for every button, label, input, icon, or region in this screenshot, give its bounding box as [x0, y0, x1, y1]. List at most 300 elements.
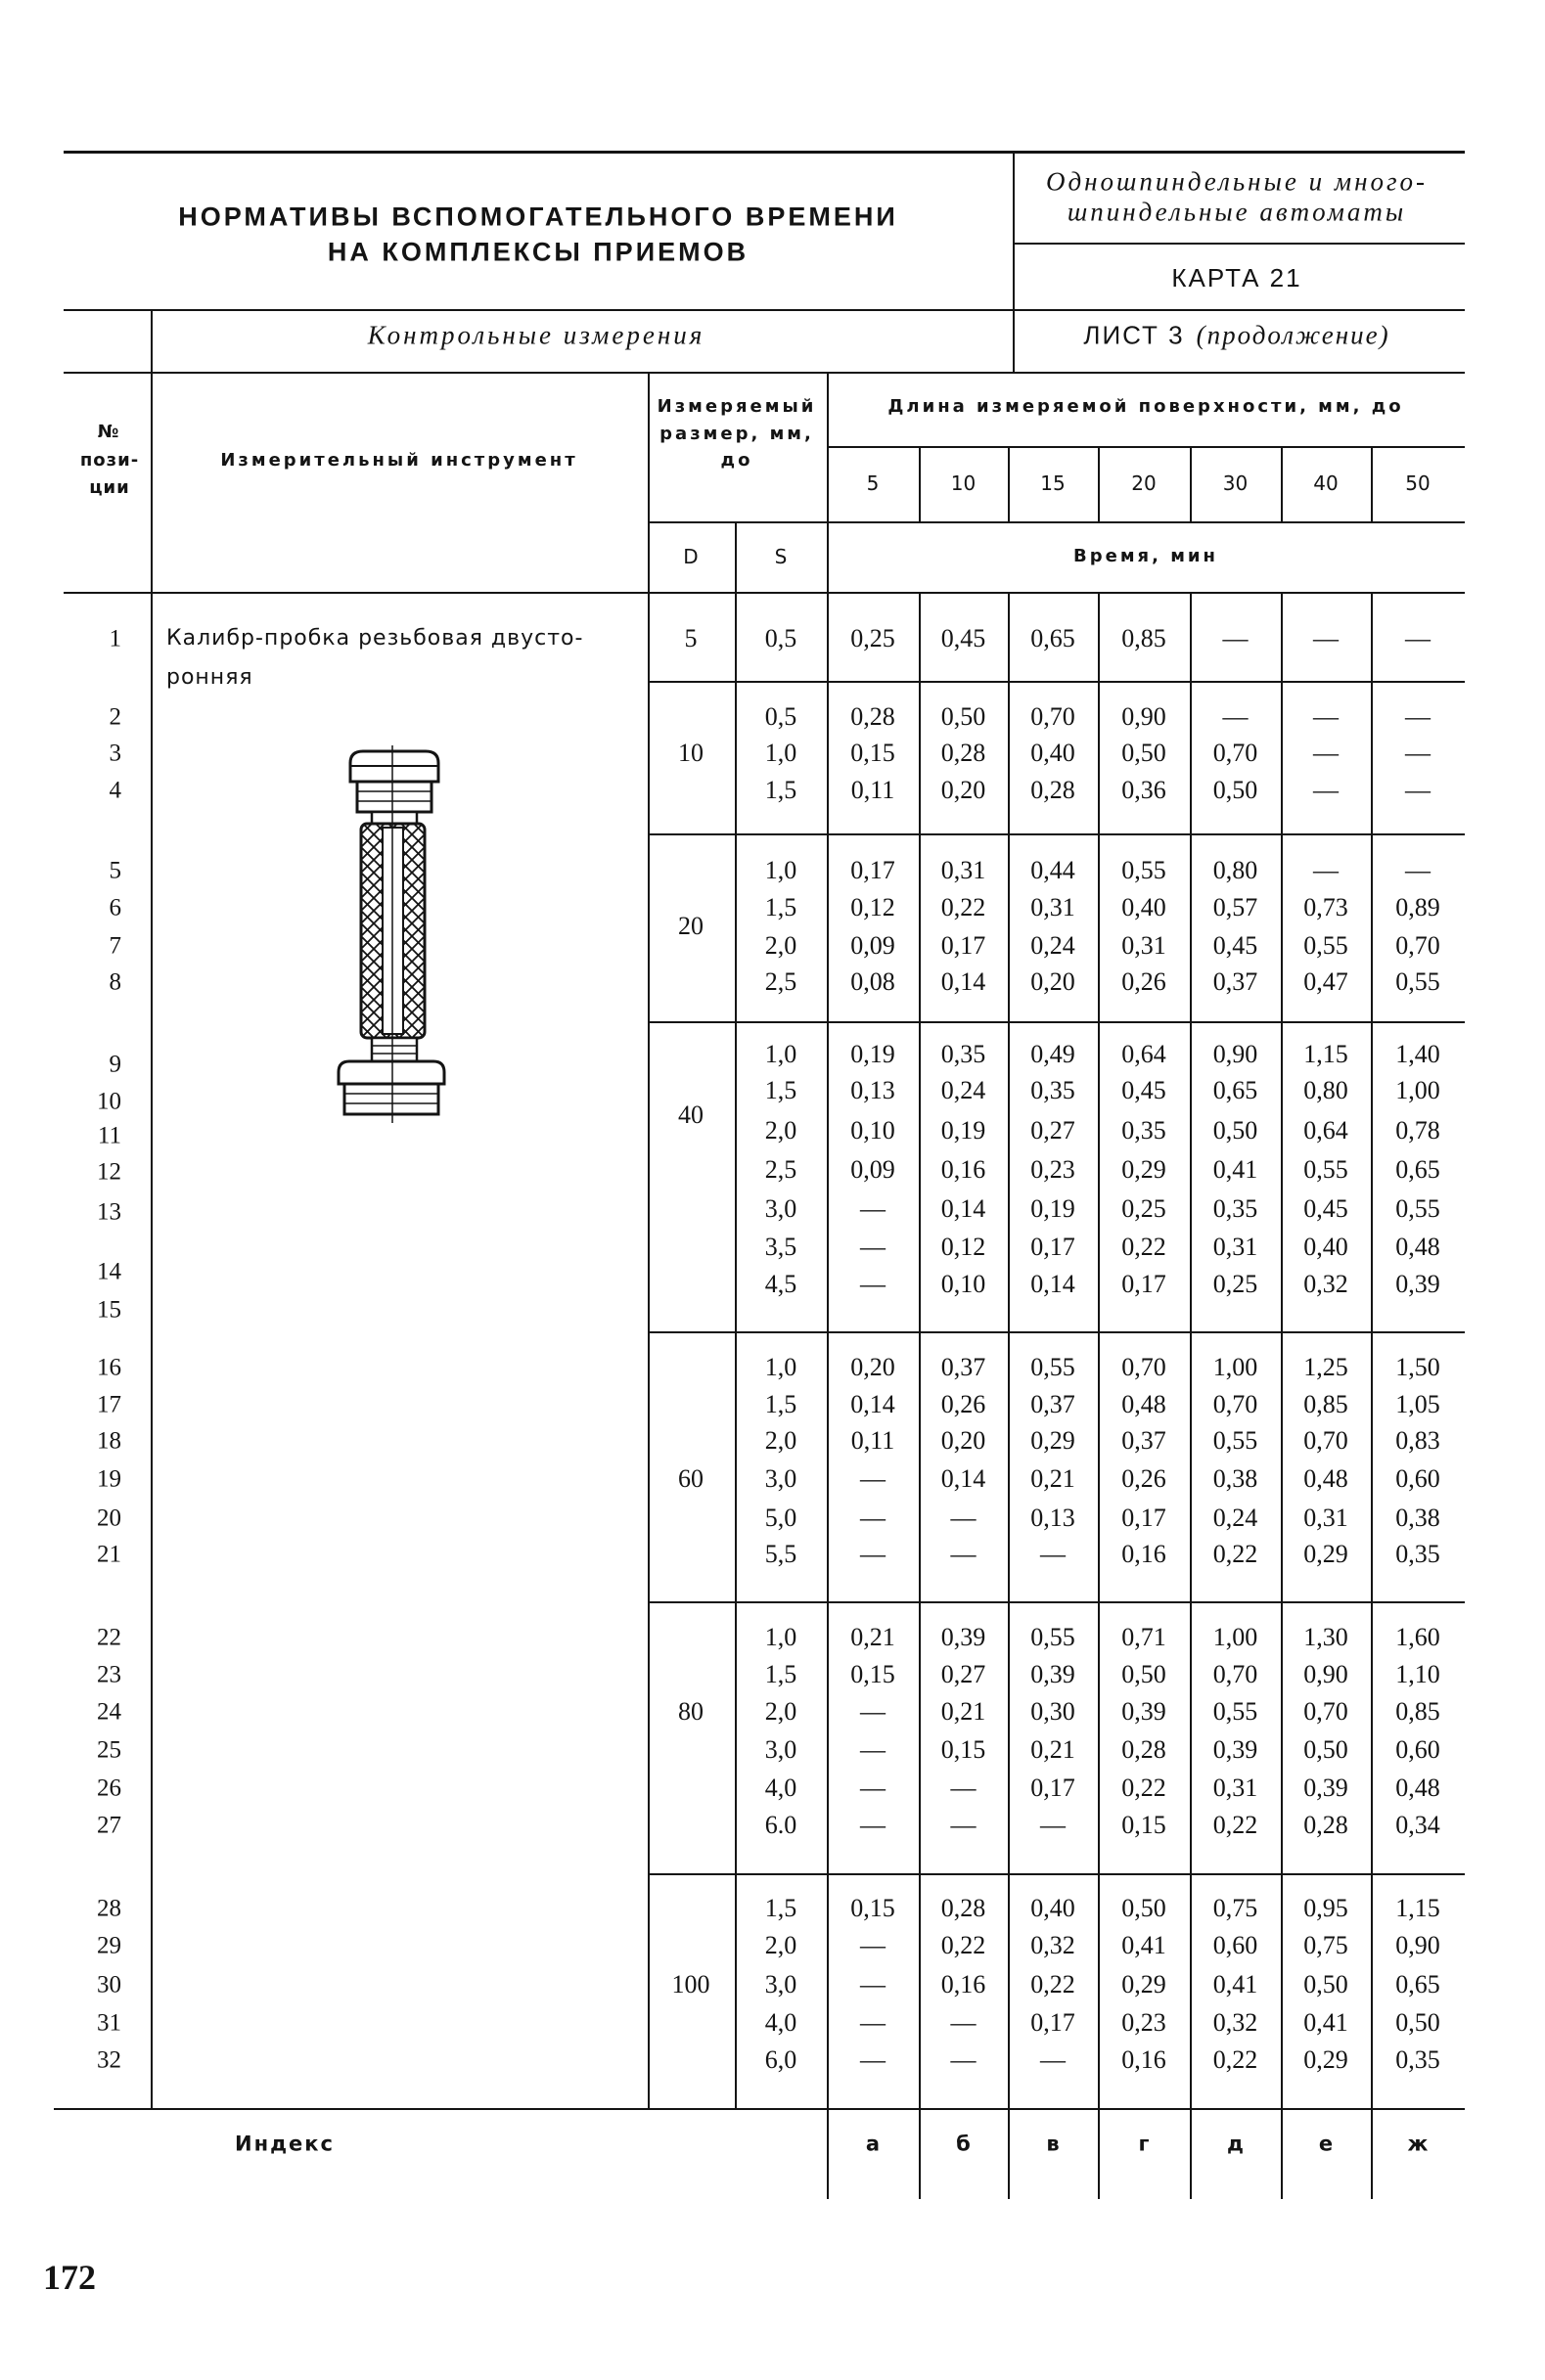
time-value: 0,75 [1303, 1931, 1348, 1959]
time-value: 0,22 [1121, 1774, 1166, 1802]
time-value: — [950, 1811, 977, 1839]
time-value: 0,50 [1395, 2008, 1440, 2037]
rule-vertical [919, 446, 921, 521]
time-value: 0,15 [1121, 1811, 1166, 1839]
time-value: 1,00 [1395, 1076, 1440, 1104]
pitch-value: 1,0 [764, 1353, 797, 1381]
time-value: — [950, 2045, 977, 2074]
time-value: 0,31 [1030, 893, 1075, 921]
time-value: 0,41 [1121, 1931, 1166, 1959]
rule-horizontal [64, 592, 1465, 594]
time-value: 0,38 [1395, 1504, 1440, 1532]
column-header-length: 50 [1405, 472, 1431, 495]
position-number: 26 [97, 1774, 121, 1802]
time-value: 0,35 [1121, 1116, 1166, 1145]
time-value: — [1313, 739, 1339, 767]
time-value: 0,20 [940, 776, 986, 804]
time-value: 0,32 [1303, 1270, 1348, 1298]
time-value: 0,45 [1303, 1194, 1348, 1223]
time-value: 0,17 [1030, 1774, 1075, 1802]
time-value: 0,24 [1030, 931, 1075, 960]
time-value: 0,14 [940, 1464, 986, 1493]
time-value: — [1313, 702, 1339, 731]
time-value: — [860, 1811, 886, 1839]
time-value: 0,31 [1303, 1504, 1348, 1532]
time-value: 0,28 [1303, 1811, 1348, 1839]
pitch-value: 0,5 [764, 702, 797, 731]
position-number: 7 [109, 932, 121, 960]
sheet-label [1083, 320, 1390, 350]
time-value: 1,00 [1212, 1353, 1258, 1381]
rule-horizontal [648, 1021, 1465, 1023]
time-value: 0,19 [1030, 1194, 1075, 1223]
rule-horizontal [648, 1873, 1465, 1875]
time-value: 0,37 [1121, 1426, 1166, 1455]
time-value: 0,65 [1212, 1076, 1258, 1104]
time-value: 0,28 [850, 702, 895, 731]
time-value: 0,50 [1121, 1894, 1166, 1922]
time-value: 0,32 [1030, 1931, 1075, 1959]
time-value: 0,39 [1121, 1697, 1166, 1726]
position-number: 30 [97, 1971, 121, 1998]
time-value: 0,71 [1121, 1623, 1166, 1651]
rule-vertical [1008, 592, 1010, 2199]
time-value: 0,29 [1030, 1426, 1075, 1455]
time-value: 0,17 [1030, 1233, 1075, 1261]
time-value: 0,14 [940, 1194, 986, 1223]
time-value: — [860, 1540, 886, 1568]
time-value: 0,50 [1212, 776, 1258, 804]
time-value: 0,30 [1030, 1697, 1075, 1726]
pitch-value: 1,5 [764, 1076, 797, 1104]
time-value: 0,17 [1030, 2008, 1075, 2037]
time-value: — [860, 1931, 886, 1959]
section-title: Контрольные измерения [367, 320, 705, 350]
position-number: 1 [109, 625, 121, 652]
time-value: 0,90 [1395, 1931, 1440, 1959]
column-header-position-line-3: ции [89, 477, 130, 498]
time-value: — [1405, 739, 1431, 767]
rule-vertical [919, 592, 921, 2199]
pitch-value: 3,0 [764, 1194, 797, 1223]
position-number: 18 [97, 1427, 121, 1455]
time-value: 0,45 [940, 624, 986, 652]
time-value: — [950, 2008, 977, 2037]
time-value: 0,21 [1030, 1464, 1075, 1493]
card-number: КАРТА 21 [1171, 263, 1302, 292]
time-value: 0,60 [1212, 1931, 1258, 1959]
position-number: 24 [97, 1698, 121, 1726]
position-number: 27 [97, 1812, 121, 1839]
time-value: 0,23 [1030, 1155, 1075, 1184]
index-letter: е [1318, 2132, 1334, 2156]
pitch-value: 1,0 [764, 739, 797, 767]
time-value: — [1405, 624, 1431, 652]
pitch-value: 5,5 [764, 1540, 797, 1568]
diameter-value: 10 [678, 739, 704, 767]
column-header-length: 15 [1040, 472, 1066, 495]
rule-horizontal [648, 1331, 1465, 1333]
time-value: 0,70 [1395, 931, 1440, 960]
time-value: 0,22 [940, 1931, 986, 1959]
rule-horizontal [648, 681, 1465, 683]
column-header-instrument: Измерительный инструмент [220, 450, 578, 471]
rule-vertical [1190, 592, 1192, 2199]
position-number: 12 [97, 1158, 121, 1186]
pitch-value: 4,0 [764, 2008, 797, 2037]
time-value: 0,16 [1121, 1540, 1166, 1568]
pitch-value: 1,5 [764, 776, 797, 804]
time-value: 0,41 [1212, 1970, 1258, 1998]
index-letter: ж [1407, 2132, 1429, 2156]
time-value: — [1040, 1811, 1066, 1839]
column-header-length: 20 [1131, 472, 1157, 495]
time-value: — [1405, 776, 1431, 804]
time-value: 0,16 [1121, 2045, 1166, 2074]
time-value: 0,55 [1030, 1353, 1075, 1381]
time-value: 0,39 [1395, 1270, 1440, 1298]
position-number: 22 [97, 1624, 121, 1651]
column-header-length: 10 [950, 472, 977, 495]
time-value: 0,25 [850, 624, 895, 652]
time-value: 0,17 [1121, 1270, 1166, 1298]
rule-vertical [1013, 151, 1015, 372]
column-header-position-symbol: № [97, 422, 122, 442]
time-value: 0,36 [1121, 776, 1166, 804]
diameter-value: 100 [671, 1970, 710, 1998]
time-value: — [1222, 624, 1249, 652]
machine-type-line-1: Одношпиндельные и много- [1045, 166, 1429, 197]
time-value: 0,50 [1121, 1660, 1166, 1688]
position-number: 21 [97, 1541, 121, 1568]
time-value: 0,35 [940, 1040, 986, 1068]
position-number: 5 [109, 857, 121, 884]
time-value: 0,60 [1395, 1735, 1440, 1764]
column-header-length: 40 [1313, 472, 1339, 495]
pitch-value: 5,0 [764, 1504, 797, 1532]
time-value: 1,40 [1395, 1040, 1440, 1068]
time-value: 0,48 [1395, 1233, 1440, 1261]
time-value: 0,19 [850, 1040, 895, 1068]
time-value: 0,83 [1395, 1426, 1440, 1455]
time-value: 0,48 [1121, 1390, 1166, 1418]
rule-horizontal [1013, 243, 1465, 245]
time-value: 0,50 [1212, 1116, 1258, 1145]
pitch-value: 2,0 [764, 1116, 797, 1145]
time-value: 0,45 [1121, 1076, 1166, 1104]
time-value: 1,05 [1395, 1390, 1440, 1418]
time-value: 1,00 [1212, 1623, 1258, 1651]
rule-vertical [1098, 592, 1100, 2199]
time-value: 0,90 [1303, 1660, 1348, 1688]
time-value: 0,70 [1303, 1697, 1348, 1726]
time-value: 0,95 [1303, 1894, 1348, 1922]
time-value: 0,35 [1395, 2045, 1440, 2074]
time-value: 0,85 [1303, 1390, 1348, 1418]
diameter-value: 40 [678, 1100, 704, 1129]
time-value: — [1313, 856, 1339, 884]
pitch-value: 2,0 [764, 931, 797, 960]
time-value: 0,27 [940, 1660, 986, 1688]
time-value: 1,60 [1395, 1623, 1440, 1651]
time-value: 0,55 [1303, 931, 1348, 960]
time-value: 0,09 [850, 1155, 895, 1184]
time-value: — [860, 1504, 886, 1532]
pitch-value: 4,5 [764, 1270, 797, 1298]
time-value: 0,57 [1212, 893, 1258, 921]
time-value: 0,65 [1395, 1155, 1440, 1184]
time-value: 0,75 [1212, 1894, 1258, 1922]
column-header-s: S [774, 545, 788, 568]
position-number: 10 [97, 1088, 121, 1115]
time-value: 0,80 [1212, 856, 1258, 884]
pitch-value: 6.0 [764, 1811, 797, 1839]
position-number: 32 [97, 2046, 121, 2074]
time-value: 0,70 [1121, 1353, 1166, 1381]
time-value: 0,47 [1303, 967, 1348, 996]
time-value: 0,40 [1121, 893, 1166, 921]
time-value: 0,80 [1303, 1076, 1348, 1104]
time-value: 0,15 [850, 1660, 895, 1688]
position-number: 16 [97, 1354, 121, 1381]
pitch-value: 0,5 [764, 624, 797, 652]
pitch-value: 3,0 [764, 1735, 797, 1764]
time-value: 0,55 [1212, 1697, 1258, 1726]
time-value: 0,40 [1030, 739, 1075, 767]
rule-horizontal [64, 372, 1465, 374]
time-value: 0,70 [1212, 1660, 1258, 1688]
time-value: 0,15 [850, 1894, 895, 1922]
rule-vertical [648, 372, 650, 2108]
time-value: 0,64 [1121, 1040, 1166, 1068]
time-value: 0,22 [1212, 1540, 1258, 1568]
time-value: 0,15 [850, 739, 895, 767]
title-line-2: НА КОМПЛЕКСЫ ПРИЕМОВ [327, 237, 750, 267]
position-number: 25 [97, 1736, 121, 1764]
time-value: 0,22 [1212, 1811, 1258, 1839]
time-value: 0,28 [1030, 776, 1075, 804]
pitch-value: 2,0 [764, 1931, 797, 1959]
time-value: 1,15 [1303, 1040, 1348, 1068]
time-value: 1,10 [1395, 1660, 1440, 1688]
time-value: 0,14 [850, 1390, 895, 1418]
pitch-value: 2,5 [764, 967, 797, 996]
position-number: 13 [97, 1198, 121, 1226]
time-value: — [860, 2008, 886, 2037]
position-number: 6 [109, 894, 121, 921]
column-header-surface-length: Длина измеряемой поверхности, мм, до [887, 396, 1404, 417]
time-value: 0,25 [1121, 1194, 1166, 1223]
time-value: 0,08 [850, 967, 895, 996]
time-value: — [860, 1233, 886, 1261]
index-letter: г [1138, 2132, 1150, 2156]
time-value: 0,85 [1395, 1697, 1440, 1726]
time-value: 0,22 [940, 893, 986, 921]
time-value: 0,55 [1303, 1155, 1348, 1184]
time-value: 0,89 [1395, 893, 1440, 921]
rule-vertical [1371, 446, 1373, 521]
rule-horizontal [827, 446, 1465, 448]
time-value: 0,17 [940, 931, 986, 960]
pitch-value: 1,0 [764, 1623, 797, 1651]
position-number: 20 [97, 1504, 121, 1532]
position-number: 9 [109, 1051, 121, 1078]
time-value: — [860, 1194, 886, 1223]
time-value: 0,31 [1212, 1233, 1258, 1261]
pitch-value: 2,0 [764, 1426, 797, 1455]
sheet-number: ЛИСТ 3 [1083, 320, 1185, 350]
column-header-size-line-1: Измеряемый [657, 396, 817, 417]
time-value: 0,29 [1303, 1540, 1348, 1568]
position-number: 4 [109, 777, 121, 804]
time-value: 0,37 [1030, 1390, 1075, 1418]
diameter-value: 5 [684, 624, 698, 652]
time-value: 0,31 [1212, 1774, 1258, 1802]
time-value: 0,24 [1212, 1504, 1258, 1532]
time-value: 0,39 [1212, 1735, 1258, 1764]
position-number: 23 [97, 1661, 121, 1688]
column-header-length: 30 [1222, 472, 1249, 495]
index-letter: б [956, 2132, 971, 2156]
time-value: 0,48 [1395, 1774, 1440, 1802]
rule-horizontal [54, 2108, 1465, 2110]
time-value: 0,39 [940, 1623, 986, 1651]
time-value: 0,39 [1303, 1774, 1348, 1802]
time-value: 0,37 [940, 1353, 986, 1381]
time-value: 0,10 [850, 1116, 895, 1145]
rule-vertical [1281, 592, 1283, 2199]
time-value: 0,29 [1121, 1970, 1166, 1998]
time-value: — [860, 2045, 886, 2074]
sheet-continuation-note: (продолжение) [1196, 320, 1390, 350]
time-value: 0,31 [940, 856, 986, 884]
time-value: 0,50 [1121, 739, 1166, 767]
position-number: 17 [97, 1391, 121, 1418]
time-value: 0,55 [1121, 856, 1166, 884]
time-value: 0,21 [1030, 1735, 1075, 1764]
time-value: 1,15 [1395, 1894, 1440, 1922]
pitch-value: 2,5 [764, 1155, 797, 1184]
time-value: 0,20 [940, 1426, 986, 1455]
time-value: 0,28 [940, 1894, 986, 1922]
time-value: 0,09 [850, 931, 895, 960]
time-value: 0,55 [1212, 1426, 1258, 1455]
position-number: 14 [97, 1258, 121, 1285]
time-value: 0,48 [1303, 1464, 1348, 1493]
time-value: 0,12 [850, 893, 895, 921]
diameter-value: 80 [678, 1697, 704, 1726]
time-value: — [1313, 624, 1339, 652]
position-number: 11 [97, 1122, 121, 1149]
time-value: — [1405, 856, 1431, 884]
column-header-size-line-2: размер, мм, [659, 424, 814, 444]
time-value: 0,13 [850, 1076, 895, 1104]
position-number: 3 [109, 740, 121, 767]
instrument-name-line-1: Калибр-пробка резьбовая двусто- [166, 626, 584, 651]
rule-vertical [151, 309, 153, 2108]
time-value: 0,14 [1030, 1270, 1075, 1298]
rule-horizontal [64, 151, 1465, 154]
index-label: Индекс [235, 2132, 335, 2156]
time-value: 0,11 [850, 776, 895, 804]
pitch-value: 4,0 [764, 1774, 797, 1802]
position-number: 29 [97, 1932, 121, 1959]
time-value: 0,11 [850, 1426, 895, 1455]
time-value: — [950, 1774, 977, 1802]
time-value: 0,20 [1030, 967, 1075, 996]
machine-type-line-2: шпиндельные автоматы [1067, 197, 1407, 227]
time-value: — [860, 1970, 886, 1998]
position-number: 2 [109, 703, 121, 731]
time-value: 0,38 [1212, 1464, 1258, 1493]
time-value: 0,21 [850, 1623, 895, 1651]
time-value: 0,78 [1395, 1116, 1440, 1145]
rule-vertical [1371, 592, 1373, 2199]
column-header-time: Время, мин [1073, 546, 1218, 566]
time-value: 0,22 [1212, 2045, 1258, 2074]
time-value: — [950, 1540, 977, 1568]
time-value: 0,60 [1395, 1464, 1440, 1493]
column-header-length: 5 [866, 472, 880, 495]
rule-vertical [1008, 446, 1010, 521]
pitch-value: 1,5 [764, 1660, 797, 1688]
time-value: 0,70 [1303, 1426, 1348, 1455]
diameter-value: 60 [678, 1464, 704, 1493]
time-value: — [1040, 2045, 1066, 2074]
pitch-value: 1,0 [764, 1040, 797, 1068]
column-header-position-line-2: пози- [79, 450, 140, 471]
pitch-value: 1,5 [764, 1894, 797, 1922]
time-value: 0,35 [1212, 1194, 1258, 1223]
position-number: 8 [109, 968, 121, 996]
time-value: 0,27 [1030, 1116, 1075, 1145]
page-number: 172 [43, 2258, 96, 2297]
column-header-d: D [683, 545, 699, 568]
time-value: 0,28 [1121, 1735, 1166, 1764]
time-value: — [1313, 776, 1339, 804]
time-value: 0,15 [940, 1735, 986, 1764]
time-value: 0,14 [940, 967, 986, 996]
diameter-value: 20 [678, 912, 704, 940]
time-value: 0,17 [1121, 1504, 1166, 1532]
thread-plug-gauge-icon [336, 745, 457, 1123]
time-value: 0,13 [1030, 1504, 1075, 1532]
time-value: — [860, 1270, 886, 1298]
time-value: 0,44 [1030, 856, 1075, 884]
time-value: 0,45 [1212, 931, 1258, 960]
time-value: 1,30 [1303, 1623, 1348, 1651]
time-value: 0,12 [940, 1233, 986, 1261]
pitch-value: 3,5 [764, 1233, 797, 1261]
rule-vertical [1190, 446, 1192, 521]
time-value: 0,26 [1121, 1464, 1166, 1493]
time-value: 0,24 [940, 1076, 986, 1104]
time-value: 0,65 [1030, 624, 1075, 652]
time-value: — [860, 1464, 886, 1493]
time-value: 0,40 [1303, 1233, 1348, 1261]
time-value: 0,73 [1303, 893, 1348, 921]
time-value: 0,22 [1030, 1970, 1075, 1998]
time-value: 0,41 [1212, 1155, 1258, 1184]
time-value: 0,70 [1030, 702, 1075, 731]
time-value: 0,29 [1121, 1155, 1166, 1184]
position-number: 28 [97, 1895, 121, 1922]
time-value: 0,16 [940, 1155, 986, 1184]
time-value: 0,41 [1303, 2008, 1348, 2037]
time-value: 0,22 [1121, 1233, 1166, 1261]
column-header-size-line-3: до [720, 450, 753, 471]
time-value: 0,50 [1303, 1970, 1348, 1998]
